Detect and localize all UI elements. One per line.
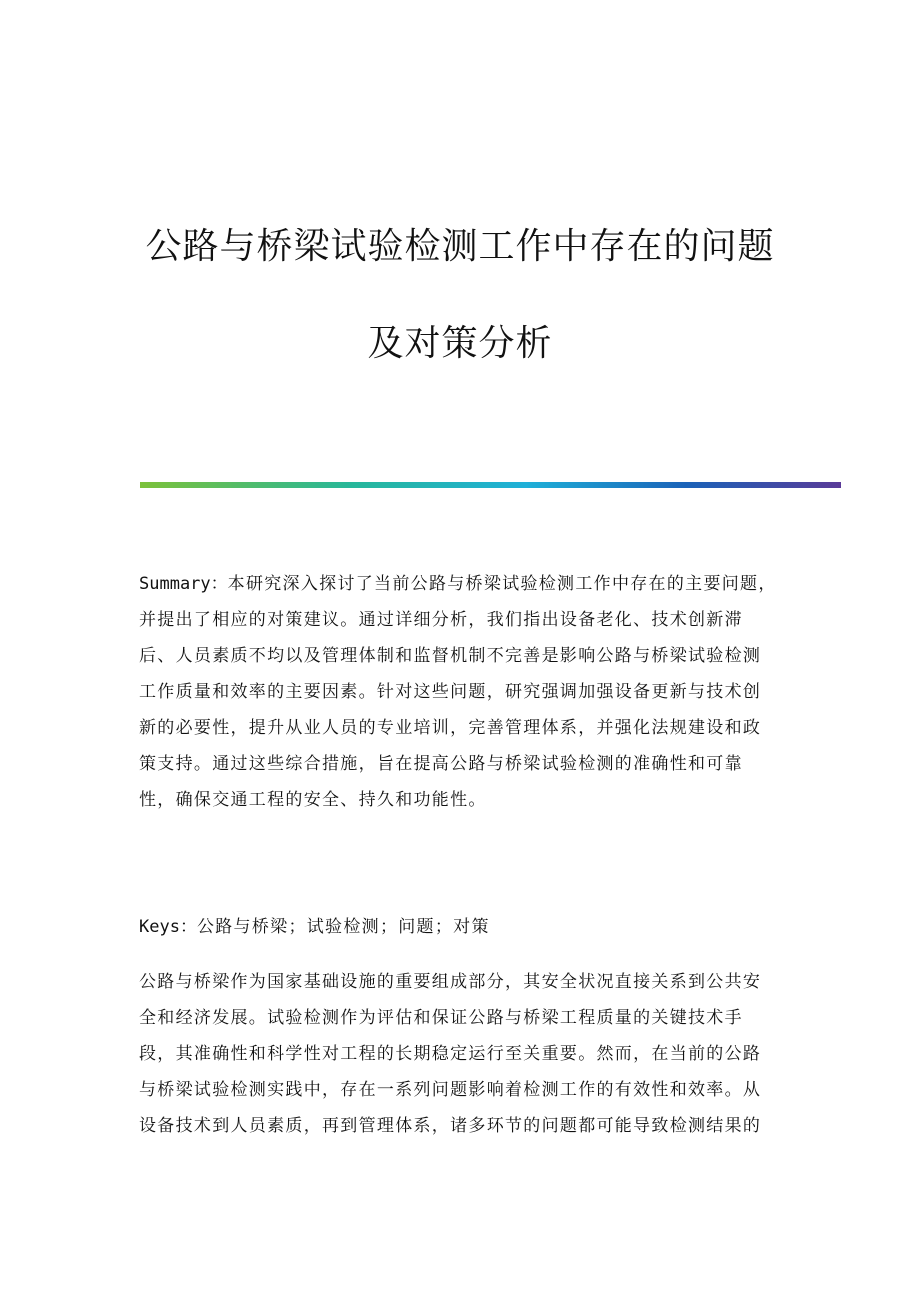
- keywords-label: Keys：: [139, 917, 197, 937]
- summary-section: [139, 566, 779, 818]
- summary-line: 并提出了相应的对策建议。通过详细分析，我们指出设备老化、技术创新滞: [139, 610, 743, 630]
- summary-line: [139, 566, 779, 602]
- paragraph-line: 与桥梁试验检测实践中，存在一系列问题影响着检测工作的有效性和效率。从: [139, 1080, 762, 1100]
- paragraph-line: 段，其准确性和科学性对工程的长期稳定运行至关重要。然而，在当前的公路: [139, 1044, 762, 1064]
- document-title-line-1: 公路与桥梁试验检测工作中存在的问题: [145, 226, 775, 267]
- document-title-line-2: 及对策分析: [367, 323, 553, 364]
- summary-text: 本研究深入探讨了当前公路与桥梁试验检测工作中存在的主要问题，: [227, 574, 777, 594]
- summary-label: Summary：: [139, 574, 228, 594]
- keywords-line: [139, 909, 779, 945]
- intro-paragraph: [139, 964, 779, 1144]
- summary-line: 性，确保交通工程的安全、持久和功能性。: [139, 790, 487, 810]
- summary-line: 策支持。通过这些综合措施，旨在提高公路与桥梁试验检测的准确性和可靠: [139, 754, 743, 774]
- summary-line: 新的必要性，提升从业人员的专业培训，完善管理体系，并强化法规建设和政: [139, 718, 762, 738]
- keywords-text: 公路与桥梁；试验检测；问题；对策: [196, 917, 490, 937]
- paragraph-line: 公路与桥梁作为国家基础设施的重要组成部分，其安全状况直接关系到公共安: [139, 972, 762, 992]
- summary-line: 后、人员素质不均以及管理体制和监督机制不完善是影响公路与桥梁试验检测: [139, 646, 762, 666]
- paragraph-line: 全和经济发展。试验检测作为评估和保证公路与桥梁工程质量的关键技术手: [139, 1008, 743, 1028]
- summary-line: 工作质量和效率的主要因素。针对这些问题，研究强调加强设备更新与技术创: [139, 682, 762, 702]
- gradient-divider: [140, 482, 841, 488]
- paragraph-line: 设备技术到人员素质，再到管理体系，诸多环节的问题都可能导致检测结果的: [139, 1116, 762, 1136]
- keywords-section: [139, 909, 779, 945]
